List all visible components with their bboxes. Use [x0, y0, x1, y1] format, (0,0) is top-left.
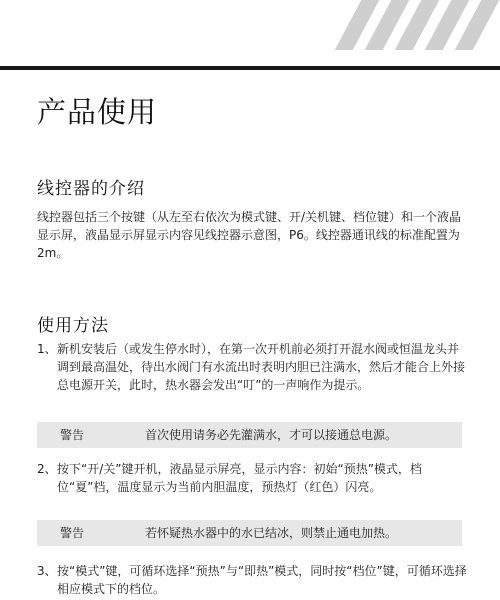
warning-box-1 [37, 422, 462, 448]
warning-text: 若怀疑热水器中的水已结冰，则禁止通电加热。 [145, 526, 398, 540]
warning-label: 警告 [60, 428, 85, 442]
usage-item-number: 2、 [37, 462, 57, 476]
usage-item-text: 按下“开/关”键开机，液晶显示屏亮，显示内容：初始“预热”模式，档位“夏”档，温度显示为当前内胆温度，预热灯（红色）闪亮。 [57, 462, 422, 494]
usage-item-number: 1、 [37, 342, 57, 356]
page-title: 产品使用 [37, 95, 158, 129]
usage-item-2 [37, 460, 467, 496]
warning-label: 警告 [60, 526, 85, 540]
usage-item-3 [37, 562, 467, 598]
usage-item-text: 按“模式”键，可循环选择“预热”与“即热”模式，同时按“档位”键，可循环选择相应模式下的档位。 [57, 564, 467, 596]
header-rule [0, 66, 500, 70]
warning-box-2 [37, 520, 462, 546]
warning-text: 首次使用请务必先灌满水，才可以接通总电源。 [145, 428, 398, 442]
section-title-usage: 使用方法 [37, 316, 109, 336]
usage-item-number: 3、 [37, 564, 57, 578]
header-decoration-stripes [330, 0, 500, 50]
usage-item-1 [37, 340, 467, 394]
controller-intro-paragraph: 线控器包括三个按键（从左至右依次为模式键、开/关机键、档位键）和一个液晶显示屏，液晶显示屏显示内容见线控器示意图，P6。线控器通讯线的标准配置为2m。 [37, 210, 462, 260]
usage-item-text: 新机安装后（或发生停水时），在第一次开机前必须打开混水阀或恒温龙头并调到最高温处，待出水阀门有水流出时表明内胆已注满水，然后才能合上外接总电源开关，此时，热水器会发出“叮”的一声响作为提示。 [57, 342, 466, 392]
section-title-controller: 线控器的介绍 [37, 179, 145, 199]
